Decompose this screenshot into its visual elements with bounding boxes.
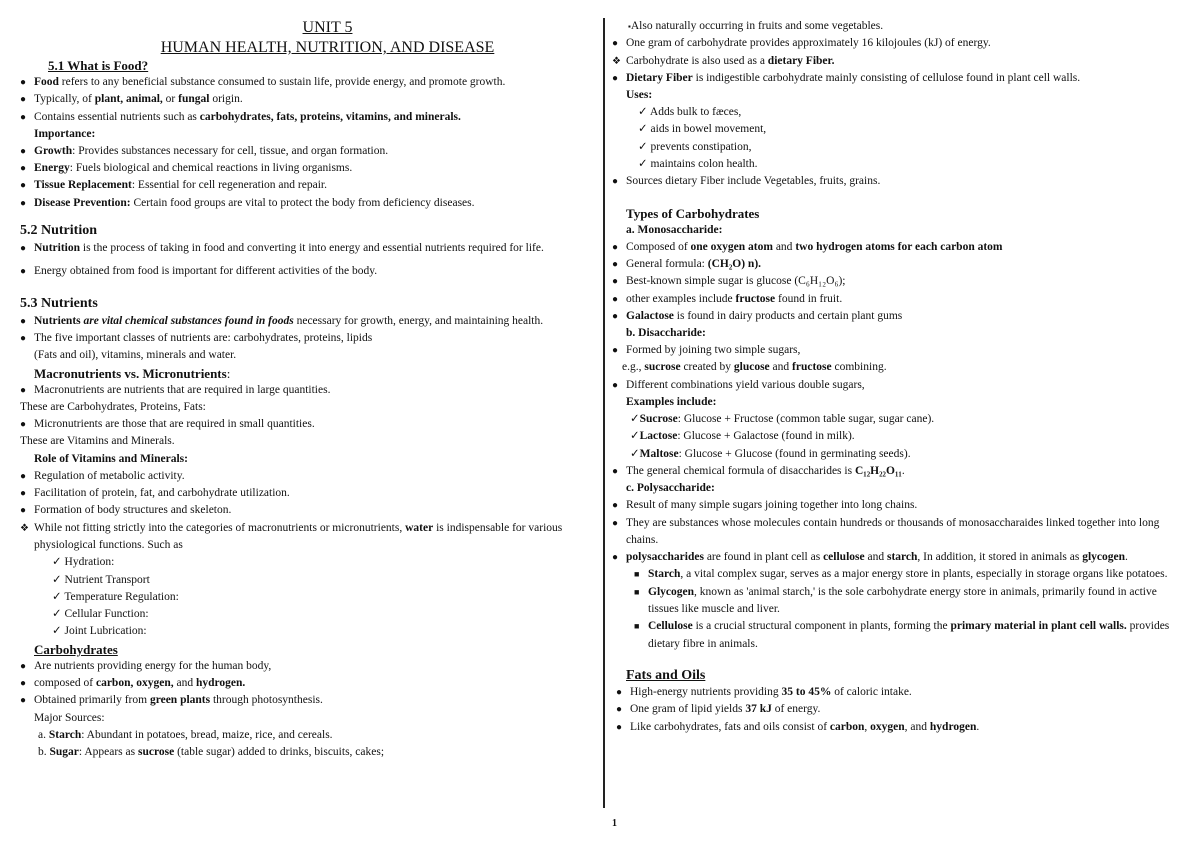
square-icon: ■ [634, 621, 640, 632]
uses-label: Uses: [626, 89, 653, 102]
list-item: ● Galactose is found in dairy products and certain plant gums [612, 308, 1180, 325]
bullet-icon: ● [612, 38, 619, 50]
check-icon: ✓ [52, 625, 65, 638]
bullet-icon: ● [612, 241, 619, 253]
bullet-icon: ● [20, 145, 27, 157]
carbohydrates-heading: Carbohydrates [34, 641, 118, 657]
column-divider [603, 18, 605, 808]
bullet-icon: ● [612, 465, 619, 477]
check-item: ✓Lactose: Glucose + Galactose (found in milk). [630, 430, 855, 443]
check-icon: ✓ [638, 106, 650, 119]
check-icon: ✓ [638, 140, 651, 153]
bullet-icon: ● [20, 111, 27, 123]
check-icon: ✓ [638, 158, 651, 171]
check-icon: ✓ [630, 447, 640, 460]
bullet-icon: ● [20, 180, 27, 192]
text-line: ▪Also naturally occurring in fruits and some vegetables. [628, 20, 884, 32]
bullet-icon: ● [612, 552, 619, 564]
list-item: ● Growth: Provides substances necessary for cell, tissue, and organ formation. [20, 143, 595, 160]
list-item: ● One gram of carbohydrate provides approximately 16 kilojoules (kJ) of energy. [612, 35, 1180, 52]
list-item: ● Nutrition is the process of taking in food and converting it into energy and essential nutrients required for life. [20, 240, 595, 257]
list-item: ● Nutrients are vital chemical substances found in foods necessary for growth, energy, and maintaining health. [20, 313, 595, 330]
bullet-icon: ● [612, 310, 619, 322]
bullet-icon: ● [616, 721, 623, 733]
list-item: ● The general chemical formula of disaccharides is C₁₂H₂₂O₁₁. [612, 463, 1180, 480]
page-number: 1 [612, 818, 617, 829]
bullet-icon: ● [612, 500, 619, 512]
bullet-icon: ● [20, 197, 27, 209]
importance-label: Importance: [34, 127, 96, 140]
list-item: ● Formation of body structures and skeleton. [20, 502, 595, 519]
list-item: ● Sources dietary Fiber include Vegetables, fruits, grains. [612, 173, 1180, 190]
text-line: These are Carbohydrates, Proteins, Fats: [20, 400, 206, 413]
check-item: ✓Sucrose: Glucose + Fructose (common table sugar, sugar cane). [630, 413, 935, 426]
list-item: ● High-energy nutrients providing 35 to 45% of caloric intake. [616, 684, 1180, 701]
list-item: ● other examples include fructose found in fruit. [612, 291, 1180, 308]
list-item: ● General formula: (CH₂O) n). [612, 256, 1180, 273]
check-item: ✓ maintains colon health. [638, 158, 758, 171]
text-line: a. Starch: Abundant in potatoes, bread, maize, rice, and cereals. [38, 728, 333, 741]
list-item: ● Macronutrients are nutrients that are required in large quantities. [20, 382, 595, 399]
list-item: ● Micronutrients are those that are required in small quantities. [20, 416, 595, 433]
bullet-icon: ● [612, 176, 619, 188]
diamond-icon: ❖ [20, 522, 29, 534]
text-line: e.g., sucrose created by glucose and fructose combining. [622, 361, 887, 374]
list-item: ● Disease Prevention: Certain food groups are vital to protect the body from deficiency diseases. [20, 195, 595, 212]
text-line: b. Sugar: Appears as sucrose (table sugar) added to drinks, biscuits, cakes; [38, 746, 385, 759]
square-icon: ■ [634, 586, 640, 597]
bullet-icon: ● [20, 505, 27, 517]
list-item: ● Dietary Fiber is indigestible carbohydrate mainly consisting of cellulose found in plant cell walls. [612, 70, 1180, 87]
list-item: ● composed of carbon, oxygen, and hydrogen. [20, 675, 595, 692]
bullet-icon: ● [20, 470, 27, 482]
list-item: ● Energy obtained from food is important for different activities of the body. [20, 263, 595, 280]
bullet-icon: ● [20, 163, 27, 175]
square-icon: ■ [634, 569, 640, 580]
bullet-icon: ● [20, 419, 27, 431]
text-line: (Fats and oil), vitamins, minerals and water. [34, 349, 237, 362]
bullet-icon: ● [616, 686, 623, 698]
list-item: ● Food refers to any beneficial substance consumed to sustain life, provide energy, and promote growth. [20, 74, 595, 91]
check-item: ✓ Hydration: [52, 556, 115, 569]
check-item: ✓Maltose: Glucose + Glucose (found in germinating seeds). [630, 447, 911, 460]
list-item: ❖ While not fitting strictly into the categories of macronutrients or micronutrients, water is indispensable for various physiological functions. Such as [20, 520, 595, 555]
bullet-icon: ● [612, 258, 619, 270]
fats-heading: Fats and Oils [626, 667, 706, 683]
bullet-icon: ● [612, 293, 619, 305]
check-item: ✓ Temperature Regulation: [52, 590, 179, 603]
bullet-icon: ● [20, 695, 27, 707]
bullet-icon: ● [612, 276, 619, 288]
list-item: ● Typically, of plant, animal, or fungal origin. [20, 91, 595, 108]
bullet-icon: ● [612, 379, 619, 391]
list-item: ■ Starch, a vital complex sugar, serves as a major energy store in plants, especially in storage organs like potatoes. [634, 566, 1180, 583]
list-item: ❖ Carbohydrate is also used as a dietary Fiber. [612, 53, 1180, 70]
bullet-icon: ● [612, 345, 619, 357]
list-item: ● Regulation of metabolic activity. [20, 468, 595, 485]
bullet-icon: ● [20, 77, 27, 88]
major-sources-label: Major Sources: [34, 711, 105, 724]
list-item: ● Contains essential nutrients such as carbohydrates, fats, proteins, vitamins, and minerals. [20, 109, 595, 126]
bullet-icon: ● [20, 488, 27, 500]
check-icon: ✓ [52, 556, 65, 569]
list-item: ● Are nutrients providing energy for the human body, [20, 658, 595, 675]
polysaccharide-label: c. Polysaccharide: [626, 482, 715, 495]
heading-5-1: 5.1 What is Food? [48, 58, 149, 73]
heading-5-2: 5.2 Nutrition [20, 223, 97, 239]
disaccharide-label: b. Disaccharide: [626, 327, 706, 340]
list-item: ● They are substances whose molecules contain hundreds or thousands of monosaccharaides linked together into long chains. [612, 515, 1180, 550]
list-item: ■ Cellulose is a crucial structural component in plants, forming the primary material in plant cell walls. provides dietary fibre in animals. [634, 618, 1180, 653]
list-item: ● Like carbohydrates, fats and oils consist of carbon, oxygen, and hydrogen. [616, 719, 1180, 736]
bullet-icon: ● [612, 72, 619, 84]
right-column [612, 18, 1180, 736]
monosaccharide-label: a. Monosaccharide: [626, 223, 723, 236]
list-item: ● One gram of lipid yields 37 kJ of energy. [616, 701, 1180, 718]
text-line: These are Vitamins and Minerals. [20, 435, 175, 448]
list-item: ● The five important classes of nutrients are: carbohydrates, proteins, lipids [20, 330, 595, 347]
list-item: ■ Glycogen, known as 'animal starch,' is the sole carbohydrate energy store in animals, primarily found in active tissues like muscle and liver. [634, 584, 1180, 619]
check-icon: ✓ [52, 573, 65, 586]
bullet-icon: ● [20, 384, 27, 396]
bullet-icon: ● [612, 517, 619, 529]
list-item: ● Best-known simple sugar is glucose (C₆H₁₂O₆); [612, 273, 1180, 290]
page-title: HUMAN HEALTH, NUTRITION, AND DISEASE [160, 39, 495, 56]
check-item: ✓ Adds bulk to fæces, [638, 106, 742, 119]
check-item: ✓ aids in bowel movement, [638, 123, 767, 136]
list-item: ● Tissue Replacement: Essential for cell regeneration and repair. [20, 177, 595, 194]
list-item: ● Formed by joining two simple sugars, [612, 342, 1180, 359]
check-icon: ✓ [52, 608, 65, 621]
role-label: Role of Vitamins and Minerals: [34, 452, 188, 465]
list-item: ● Facilitation of protein, fat, and carbohydrate utilization. [20, 485, 595, 502]
check-item: ✓ prevents constipation, [638, 140, 752, 153]
bullet-icon: ● [616, 704, 623, 716]
macro-heading: Macronutrients vs. Micronutrients: [34, 365, 231, 381]
list-item: ● Obtained primarily from green plants through photosynthesis. [20, 692, 595, 709]
square-icon: ▪ [628, 22, 631, 31]
left-column [20, 18, 595, 762]
list-item: ● Result of many simple sugars joining together into long chains. [612, 497, 1180, 514]
check-item: ✓ Joint Lubrication: [52, 625, 147, 638]
bullet-icon: ● [20, 94, 27, 106]
list-item: ● Composed of one oxygen atom and two hydrogen atoms for each carbon atom [612, 239, 1180, 256]
bullet-icon: ● [20, 332, 27, 344]
list-item: ● Energy: Fuels biological and chemical reactions in living organisms. [20, 160, 595, 177]
bullet-icon: ● [20, 678, 27, 690]
check-item: ✓ Cellular Function: [52, 608, 149, 621]
heading-5-3: 5.3 Nutrients [20, 295, 98, 311]
bullet-icon: ● [20, 315, 27, 327]
bullet-icon: ● [20, 266, 27, 278]
diamond-icon: ❖ [612, 55, 621, 67]
check-icon: ✓ [630, 413, 640, 426]
types-heading: Types of Carbohydrates [626, 205, 760, 221]
list-item: ● Different combinations yield various double sugars, [612, 377, 1180, 394]
check-icon: ✓ [52, 590, 65, 603]
unit-label: UNIT 5 [302, 19, 353, 36]
examples-label: Examples include: [626, 396, 717, 409]
list-item: ● polysaccharides are found in plant cell as cellulose and starch, In addition, it stored in animals as glycogen. [612, 549, 1180, 566]
check-icon: ✓ [638, 123, 651, 136]
check-icon: ✓ [630, 430, 640, 443]
bullet-icon: ● [20, 660, 27, 672]
check-item: ✓ Nutrient Transport [52, 573, 150, 586]
bullet-icon: ● [20, 243, 27, 255]
